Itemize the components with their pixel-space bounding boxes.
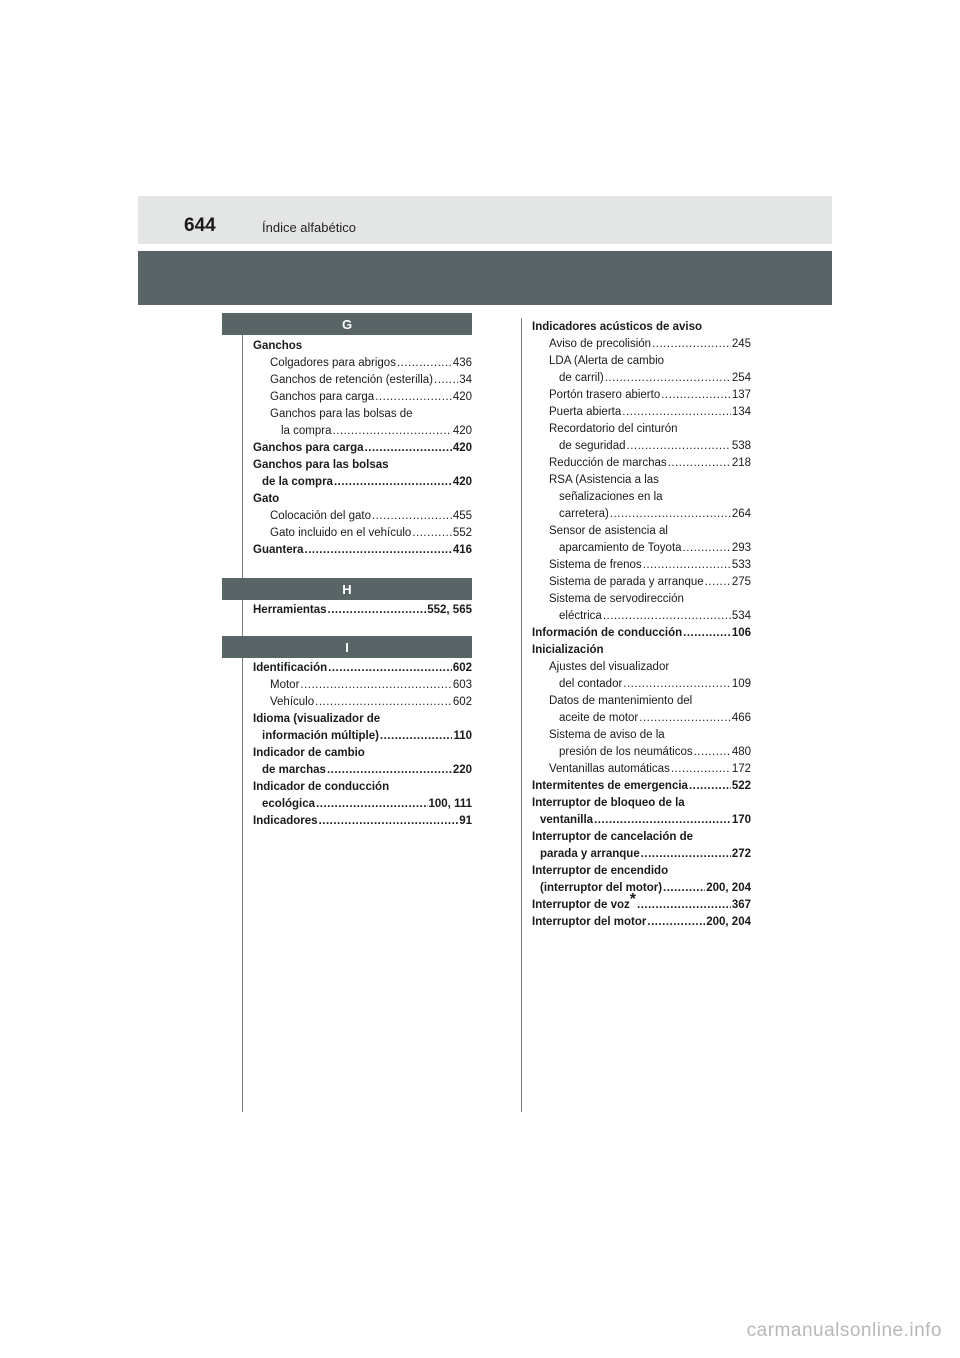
page-ref: 552, 565 [427,604,472,616]
index-subentry: Ajustes del visualizador [549,661,670,673]
index-entry: Identificación ..... 602 [253,660,472,677]
index-subentry: de seguridad ..... 538 [559,438,751,455]
index-subentry: Puerta abierta ..... 134 [549,404,751,421]
index-subentry: Sistema de aviso de la [549,729,665,741]
index-entry: (interruptor del motor) ..... 200, 204 [540,880,751,897]
index-subentry: de carril) ..... 254 [559,370,751,387]
index-subentry: Recordatorio del cinturón [549,423,678,435]
page-ref: 218 [731,457,751,469]
index-subentry: Sensor de asistencia al [549,525,668,537]
index-subentry: la compra ..... 420 [281,423,472,440]
page-ref: 533 [731,559,751,571]
index-subentry: Colgadores para abrigos ..... 436 [270,355,472,372]
index-subentry: LDA (Alerta de cambio [549,355,665,367]
index-entry: Idioma (visualizador de [253,713,381,725]
index-subentry: Gato incluido en el vehículo ..... 552 [270,525,472,542]
page-ref: 137 [731,389,751,401]
index-entry: Información de conducción ..... 106 [532,625,751,642]
index-subentry: eléctrica ..... 534 [559,608,751,625]
index-entry: Indicador de conducción [253,781,390,793]
page-ref: 466 [731,712,751,724]
index-entry: Interruptor de cancelación de [532,831,694,843]
index-entry: ecológica ..... 100, 111 [262,796,472,813]
index-entry: Inicialización [532,644,604,656]
index-entry: parada y arranque ..... 272 [540,846,751,863]
index-subentry: carretera) ..... 264 [559,506,751,523]
page-ref: 170 [731,814,751,826]
page-ref: 534 [731,610,751,622]
index-subentry: Motor ..... 603 [270,677,472,694]
index-subentry: aceite de motor ..... 466 [559,710,751,727]
page-ref: 220 [452,764,472,776]
index-entry: Interruptor de encendido [532,865,669,877]
section-header-i: I [222,636,472,658]
index-subentry: Ventanillas automáticas ..... 172 [549,761,751,778]
page-ref: 602 [452,696,472,708]
index-entry: Herramientas ..... 552, 565 [253,602,472,619]
index-subentry: Sistema de servodirección [549,593,684,605]
page-ref: 602 [452,662,472,674]
index-entry: Indicador de cambio [253,747,365,759]
index-subentry: Sistema de parada y arranque ..... 275 [549,574,751,591]
index-entry: información múltiple) ..... 110 [262,728,472,745]
index-entry: Indicadores acústicos de aviso [532,321,703,333]
index-subentry: del contador ..... 109 [559,676,751,693]
page-ref: 100, 111 [428,798,472,810]
index-subentry: Sistema de frenos ..... 533 [549,557,751,574]
index-subentry: señalizaciones en la [559,491,663,503]
page-ref: 106 [731,627,751,639]
page-ref: 603 [452,679,472,691]
index-subentry: Vehículo ..... 602 [270,694,472,711]
page-ref: 264 [731,508,751,520]
index-entry: Indicadores ..... 91 [253,813,472,830]
index-subentry: aparcamiento de Toyota ..... 293 [559,540,751,557]
page-ref: 172 [731,763,751,775]
index-subentry: RSA (Asistencia a las [549,474,659,486]
index-subentry: Portón trasero abierto ..... 137 [549,387,751,404]
index-entry: Gato [253,493,280,505]
index-entry: Ganchos para las bolsas [253,459,389,471]
index-subentry: Colocación del gato ..... 455 [270,508,472,525]
page-ref: 200, 204 [706,916,751,928]
page-ref: 293 [731,542,751,554]
page-ref: 275 [731,576,751,588]
index-entry: Guantera ..... 416 [253,542,472,559]
page-ref: 480 [731,746,751,758]
section-header-h: H [222,578,472,600]
right-column-rule [521,318,522,1112]
page-ref: 522 [731,780,751,792]
index-subentry: Ganchos para carga ..... 420 [270,389,472,406]
page-ref: 109 [731,678,751,690]
page-number: 644 [184,215,216,236]
page-ref: 272 [731,848,751,860]
page-ref: 420 [452,442,472,454]
page-ref: 200, 204 [706,882,751,894]
page-ref: 254 [731,372,751,384]
index-entry: de marchas ..... 220 [262,762,472,779]
index-subentry: Ganchos para las bolsas de [270,408,413,420]
page-ref: 134 [731,406,751,418]
page-ref: 91 [459,815,472,827]
page-ref: 455 [452,510,472,522]
page-ref: 420 [452,391,472,403]
page-ref: 416 [452,544,472,556]
index-entry: Interruptor de voz* ..... 367 [532,897,751,914]
index-subentry: Aviso de precolisión ..... 245 [549,336,751,353]
footnote-asterisk: * [629,891,636,908]
index-subentry: Datos de mantenimiento del [549,695,693,707]
index-entry: Ganchos [253,340,303,352]
index-entry: de la compra ..... 420 [262,474,472,491]
page-ref: 436 [452,357,472,369]
index-subentry: Reducción de marchas ..... 218 [549,455,751,472]
index-subentry: Ganchos de retención (esterilla) ..... 34 [270,372,472,389]
page-ref: 538 [731,440,751,452]
index-entry: ventanilla ..... 170 [540,812,751,829]
page-ref: 245 [731,338,751,350]
index-entry: Interruptor de bloqueo de la [532,797,685,809]
left-column-rule [242,330,243,1112]
page-ref: 367 [731,899,751,911]
index-entry: Intermitentes de emergencia ..... 522 [532,778,751,795]
page-ref: 110 [453,730,472,742]
index-subentry: presión de los neumáticos ..... 480 [559,744,751,761]
watermark: carmanualsonline.info [746,1320,942,1341]
section-header-g: G [222,313,472,335]
header-bar [138,196,832,244]
page-ref: 420 [452,476,472,488]
index-entry: Interruptor del motor ..... 200, 204 [532,914,751,931]
header-band [138,251,832,305]
page-ref: 552 [452,527,472,539]
page-title: Índice alfabético [262,220,356,235]
index-entry: Ganchos para carga ..... 420 [253,440,472,457]
page-ref: 420 [452,425,472,437]
page-ref: 34 [459,374,472,386]
